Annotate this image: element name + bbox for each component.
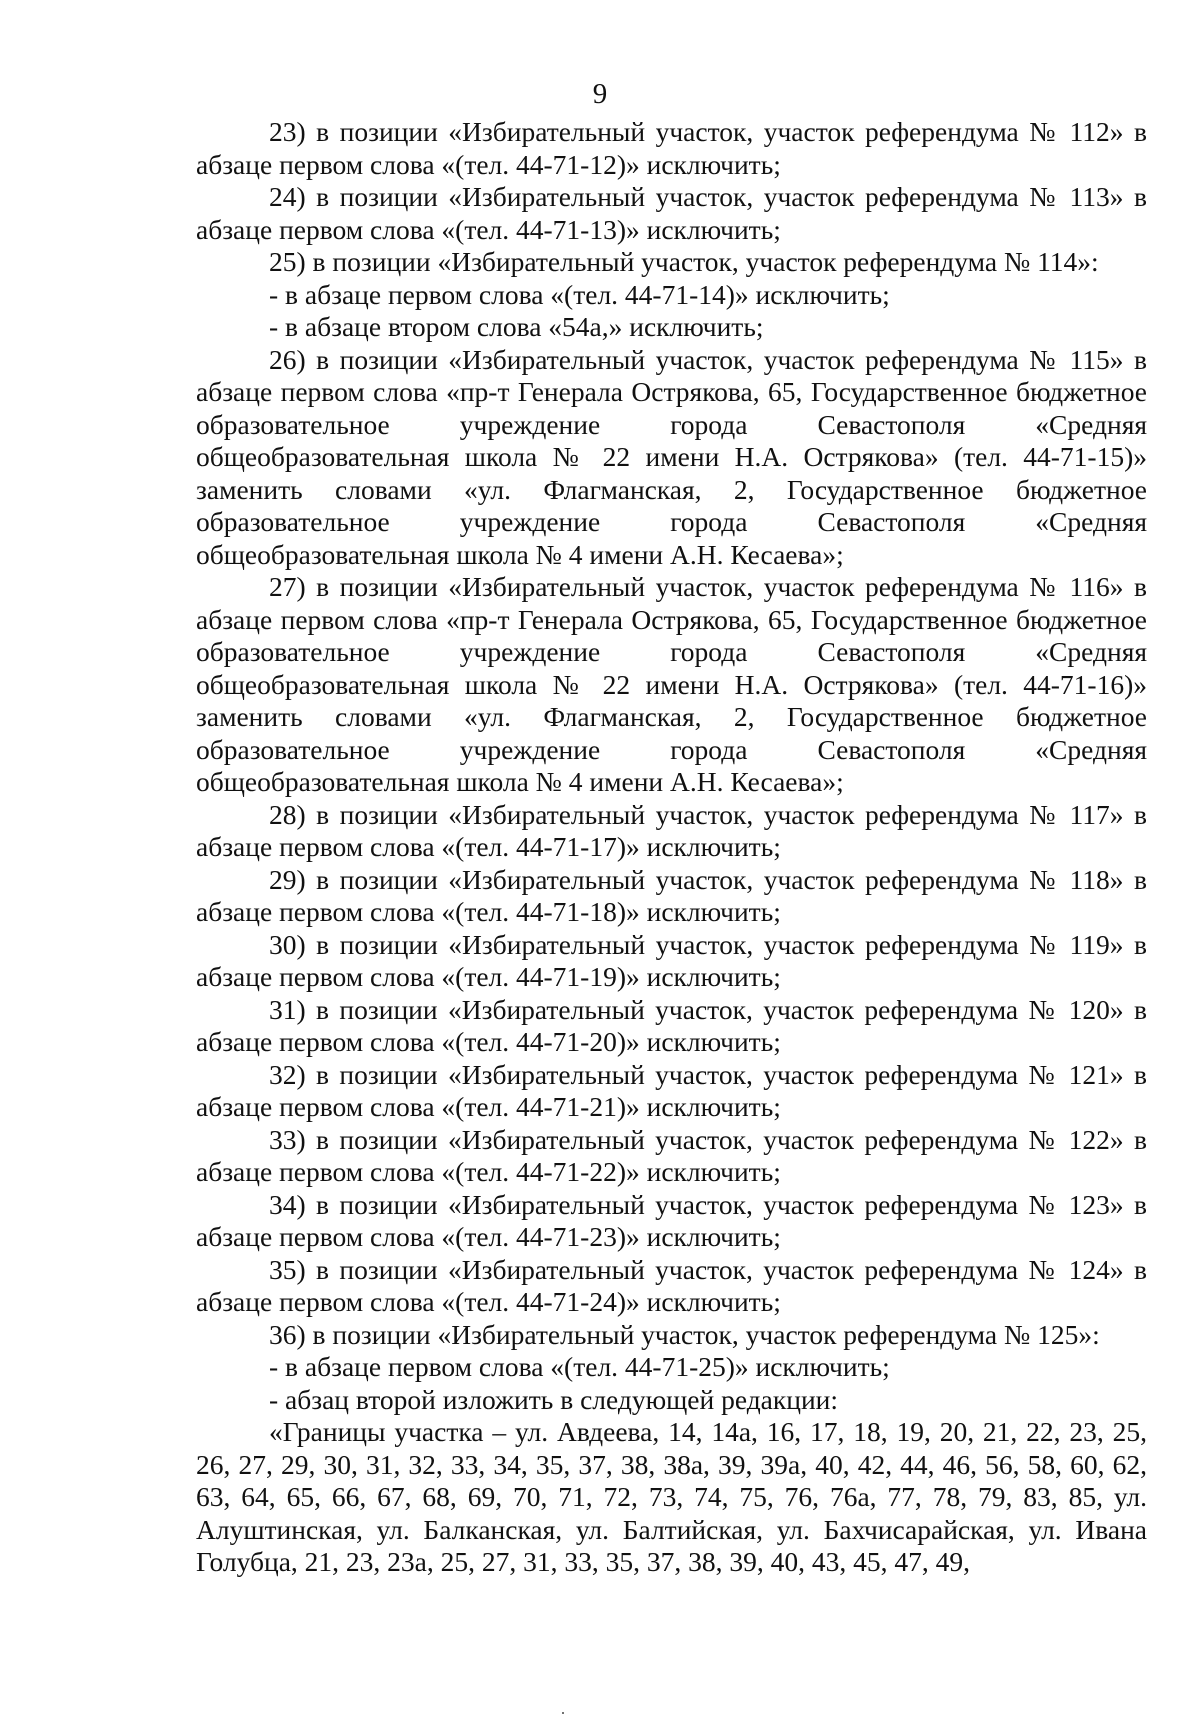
paragraph-29: 29) в позиции «Избирательный участок, участок референдума № 118» в абзаце первом слова «(тел. 44-71-18)» исключить; [196, 863, 1147, 927]
paragraph-36-item-2: - абзац второй изложить в следующей редакции: [269, 1383, 839, 1415]
paragraph-23: 23) в позиции «Избирательный участок, участок референдума № 112» в абзаце первом слова «(тел. 44-71-12)» исключить; [196, 116, 1147, 180]
paragraph-25: 25) в позиции «Избирательный участок, участок референдума № 114»: [269, 246, 1099, 277]
paragraph-35: 35) в позиции «Избирательный участок, участок референдума № 124» в абзаце первом слова «(тел. 44-71-24)» исключить; [196, 1253, 1147, 1317]
page-number: 9 [592, 78, 608, 110]
paragraph-24: 24) в позиции «Избирательный участок, участок референдума № 113» в абзаце первом слова «(тел. 44-71-13)» исключить; [196, 181, 1147, 245]
paragraph-32: 32) в позиции «Избирательный участок, участок референдума № 121» в абзаце первом слова «(тел. 44-71-21)» исключить; [196, 1058, 1147, 1122]
document-body [196, 116, 1147, 1579]
paragraph-boundaries: «Границы участка – ул. Авдеева, 14, 14а, 16, 17, 18, 19, 20, 21, 22, 23, 25, 26, 27, 29, 30, 31, 32, 33, 34, 35, 37, 38, 38а, 39, 39а, 40, 42, 44, 46, 56, 58, 60, 62, 63, 64, 65, 66, 67, 68, 69, 70, 71, 72, 73, 74, 75, 76, 76а, 77, 78, 79, 83, 85, ул. Алуштинская, ул. Балканская, ул. Балтийская, ул. Бахчисарайская, ул. Ивана Голубца, 21, 23, 23а, 25, 27, 31, 33, 35, 37, 38, 39, 40, 43, 45, 47, 49, [196, 1416, 1147, 1577]
paragraph-33: 33) в позиции «Избирательный участок, участок референдума № 122» в абзаце первом слова «(тел. 44-71-22)» исключить; [196, 1123, 1147, 1187]
paragraph-27: 27) в позиции «Избирательный участок, участок референдума № 116» в абзаце первом слова «пр-т Генерала Острякова, 65, Государственное бюджетное образовательное учреждение города Севастополя «Средняя общеобразовательная школа № 22 имени Н.А. Острякова» (тел. 44-71-16)» заменить словами «ул. Флагманская, 2, Государственное бюджетное образовательное учреждение города Севастополя «Средняя общеобразовательная школа № 4 имени А.Н. Кесаева»; [196, 571, 1147, 797]
paragraph-36-item-1: - в абзаце первом слова «(тел. 44-71-25)» исключить; [269, 1351, 890, 1382]
scan-speck [562, 1712, 564, 1714]
paragraph-34: 34) в позиции «Избирательный участок, участок референдума № 123» в абзаце первом слова «(тел. 44-71-23)» исключить; [196, 1188, 1147, 1252]
paragraph-30: 30) в позиции «Избирательный участок, участок референдума № 119» в абзаце первом слова «(тел. 44-71-19)» исключить; [196, 928, 1147, 992]
paragraph-25-item-1: - в абзаце первом слова «(тел. 44-71-14)» исключить; [269, 278, 890, 310]
paragraph-28: 28) в позиции «Избирательный участок, участок референдума № 117» в абзаце первом слова «(тел. 44-71-17)» исключить; [196, 798, 1147, 862]
paragraph-31: 31) в позиции «Избирательный участок, участок референдума № 120» в абзаце первом слова «(тел. 44-71-20)» исключить; [196, 993, 1147, 1057]
paragraph-36: 36) в позиции «Избирательный участок, участок референдума № 125»: [269, 1318, 1100, 1350]
paragraph-26: 26) в позиции «Избирательный участок, участок референдума № 115» в абзаце первом слова «пр-т Генерала Острякова, 65, Государственное бюджетное образовательное учреждение города Севастополя «Средняя общеобразовательная школа № 22 имени Н.А. Острякова» (тел. 44-71-15)» заменить словами «ул. Флагманская, 2, Государственное бюджетное образовательное учреждение города Севастополя «Средняя общеобразовательная школа № 4 имени А.Н. Кесаева»; [196, 343, 1147, 570]
paragraph-25-item-2: - в абзаце втором слова «54а,» исключить; [269, 311, 764, 342]
